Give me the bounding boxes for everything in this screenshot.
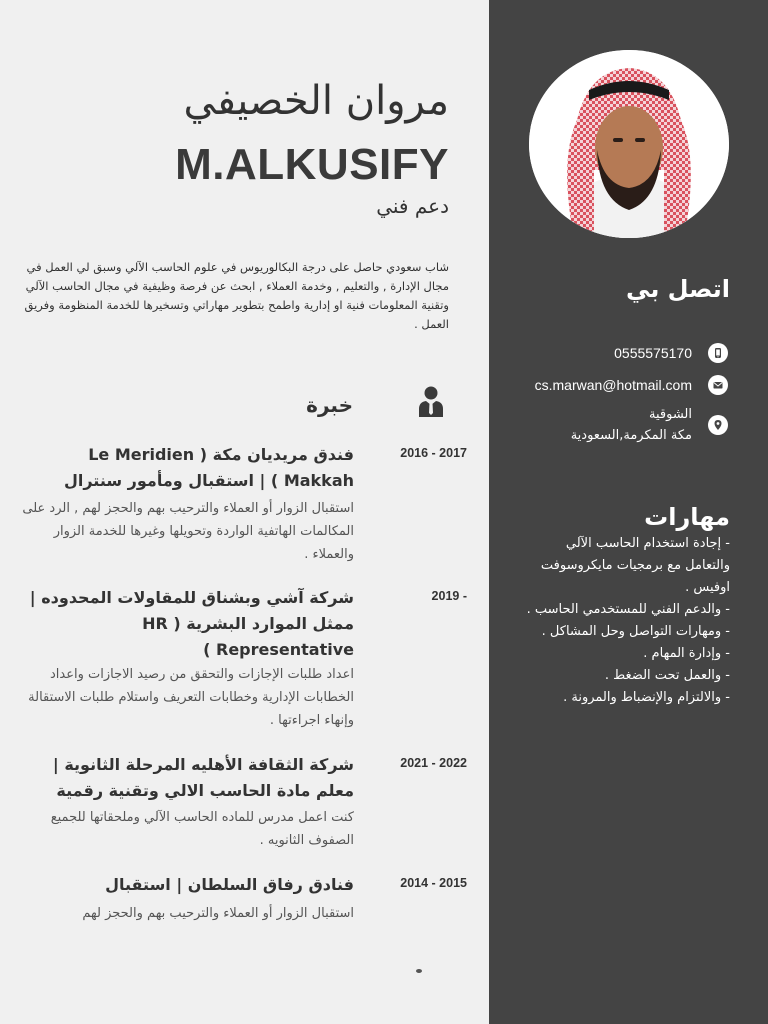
job-description: اعداد طلبات الإجازات والتحقق من رصيد الاجازات واعداد الخطابات الإدارية وخطابات التعريف واستلام طلبات الاستقالة وإنهاء اجراءتها . [28, 667, 354, 728]
job-date: 2016 - 2017 [400, 446, 467, 460]
skill-item: - ومهارات التواصل وحل المشاكل . [541, 624, 730, 639]
name-english: M.ALKUSIFY [175, 140, 449, 189]
profile-summary: شاب سعودي حاصل على درجة البكالوريوس في علوم الحاسب الآلي وسبق لي العمل في مجال الإدارة , والتعليم , وخدمة العملاء , ابحث عن فرصة وظيفية في مجال الحاسب الآلي وتقنية المعلومات فنية او إدارية واطمح بتطوير مهاراتي وتسخيرها للخدمة المنظومة وفريق العمل . [24, 260, 449, 331]
address [571, 404, 692, 446]
skill-item: - والعمل تحت الضغط . [604, 668, 730, 683]
contact-phone-row [614, 343, 728, 363]
decorative-dot [416, 969, 422, 973]
email-address[interactable]: cs.marwan@hotmail.com [534, 377, 692, 393]
skills-heading: مهارات [644, 503, 730, 531]
job-title: فندق مريديان مكة ( Le Meridien Makkah ) | استقبال ومأمور سنترال [63, 445, 354, 490]
skill-item: - والدعم الفني للمستخدمي الحاسب . [526, 602, 730, 617]
job-description: كنت اعمل مدرس للماده الحاسب الآلي وملحقاتها للجميع الصفوف الثانويه . [50, 810, 354, 848]
job-title: شركة آشي وبشناق للمقاولات المحدوده | ممثل الموارد البشرية ( HR Representative ) [29, 588, 354, 659]
contact-heading: اتصل بي [626, 275, 730, 303]
job-date: 2019 - [431, 589, 467, 603]
job-title: شركة الثقافة الأهليه المرحلة الثانوية | معلم مادة الحاسب الالي وتقنية رقمية [52, 755, 354, 800]
address-line-2: مكة المكرمة,السعودية [570, 428, 692, 443]
skills-list [520, 533, 730, 709]
email-icon [708, 375, 728, 395]
job-date: 2021 - 2022 [400, 756, 467, 770]
skill-item: - وإدارة المهام . [643, 646, 730, 661]
job-description: استقبال الزوار أو العملاء والترحيب بهم والحجز لهم , الرد على المكالمات الهاتفية الواردة وتحويلها وغيرها للخدمة الزوار والعملاء . [22, 501, 354, 562]
phone-icon [708, 343, 728, 363]
experience-heading: خبرة [306, 393, 353, 417]
job-title: فنادق رفاق السلطان | استقبال [105, 875, 354, 894]
profile-photo [529, 50, 729, 238]
skill-item: - إجادة استخدام الحاسب الآلي والتعامل مع برمجيات مايكروسوفت اوفيس . [540, 536, 730, 595]
skill-item: - والالتزام والإنضباط والمرونة . [563, 690, 730, 705]
person-icon [416, 385, 446, 417]
name-arabic: مروان الخصيفي [183, 78, 449, 124]
sidebar [489, 0, 768, 1024]
contact-address-row [571, 404, 728, 446]
job-description: استقبال الزوار أو العملاء والترحيب بهم والحجز لهم [82, 906, 354, 921]
job-title: دعم فني [376, 194, 449, 218]
contact-email-row [535, 375, 728, 395]
phone-number[interactable]: 0555575170 [614, 345, 692, 361]
address-line-1: الشوقية [649, 407, 692, 422]
job-date: 2014 - 2015 [400, 876, 467, 890]
location-icon [708, 415, 728, 435]
